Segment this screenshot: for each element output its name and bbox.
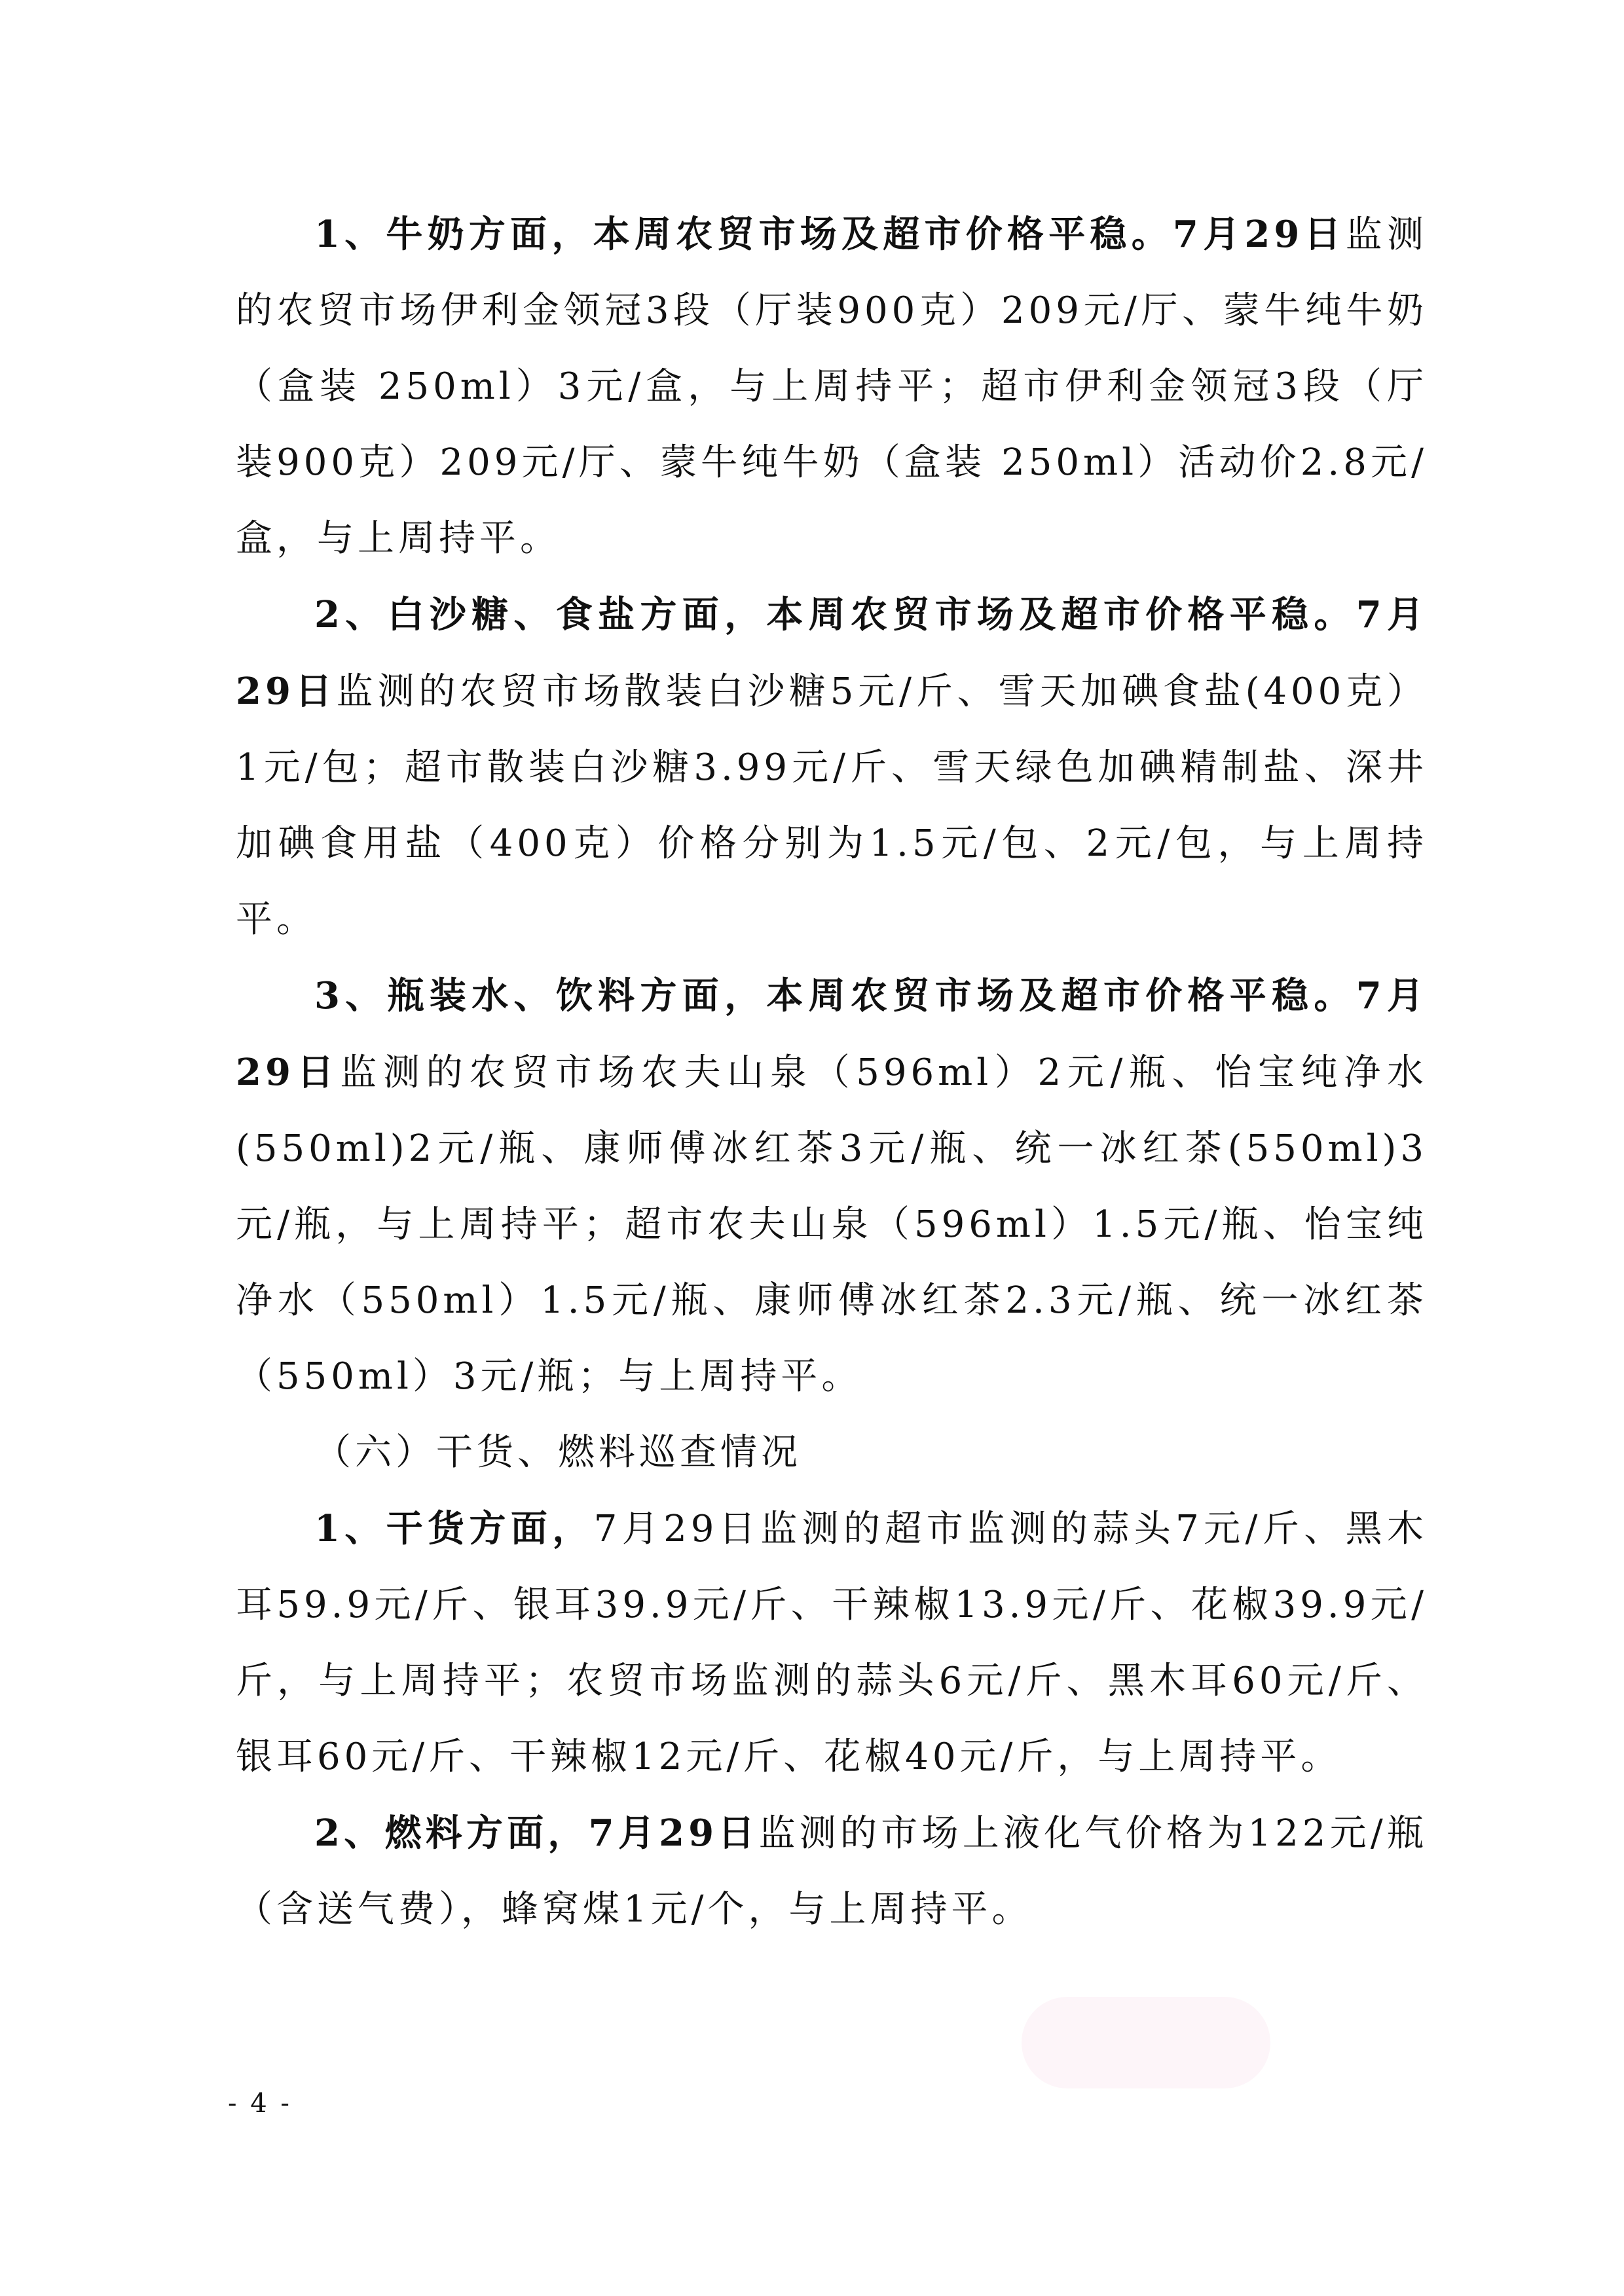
paragraph-lead: 1、干货方面，: [314, 1507, 594, 1550]
paragraph-dry-goods: [236, 1491, 1428, 1795]
paragraph-body: 监测的农贸市场农夫山泉（596ml）2元/瓶、怡宝纯净水(550ml)2元/瓶、康师傅冰红茶3元/瓶、统一冰红茶(550ml)3元/瓶，与上周持平；超市农夫山泉（596ml）1.5元/瓶、怡宝纯净水（550ml）1.5元/瓶、康师傅冰红茶2.3元/瓶、统一冰红茶（550ml）3元/瓶；与上周持平。: [236, 1051, 1428, 1398]
paragraph-fuel: [236, 1795, 1428, 1948]
paragraph-water-drinks: [236, 958, 1428, 1415]
paragraph-lead: 2、燃料方面，7月29日: [314, 1812, 759, 1855]
page-number: - 4 -: [228, 2088, 292, 2119]
paragraph-milk: [236, 196, 1428, 577]
paragraph-body: 监测的农贸市场散装白沙糖5元/斤、雪天加碘食盐(400克）1元/包；超市散装白沙糖3.99元/斤、雪天绿色加碘精制盐、深井加碘食用盐（400克）价格分别为1.5元/包、2元/包，与上周持平。: [236, 670, 1428, 941]
paragraph-body: 监测的农贸市场伊利金领冠3段（厅装900克）209元/厅、蒙牛纯牛奶（盒装 250ml）3元/盒，与上周持平；超市伊利金领冠3段（厅装900克）209元/厅、蒙牛纯牛奶（盒装 250ml）活动价2.8元/盒，与上周持平。: [236, 213, 1428, 560]
paragraph-body: 监测的市场上液化气价格为122元/瓶（含送气费），蜂窝煤1元/个，与上周持平。: [236, 1812, 1428, 1931]
paragraph-lead: 1、牛奶方面，本周农贸市场及超市价格平稳。7月29日: [314, 213, 1346, 256]
paragraph-sugar-salt: [236, 577, 1428, 958]
faint-stamp-mark: [1022, 1997, 1270, 2088]
paragraph-lead: 2、白沙糖、食盐方面，本周农贸市场及超市价格平稳。7月29日: [236, 593, 1428, 713]
paragraph-lead: 3、瓶装水、饮料方面，本周农贸市场及超市价格平稳。7月29日: [236, 974, 1428, 1094]
paragraph-body: 7月29日监测的超市监测的蒜头7元/斤、黑木耳59.9元/斤、银耳39.9元/斤、干辣椒13.9元/斤、花椒39.9元/斤，与上周持平；农贸市场监测的蒜头6元/斤、黑木耳60元/斤、银耳60元/斤、干辣椒12元/斤、花椒40元/斤，与上周持平。: [236, 1508, 1428, 1778]
section-heading: （六）干货、燃料巡查情况: [314, 1431, 802, 1474]
